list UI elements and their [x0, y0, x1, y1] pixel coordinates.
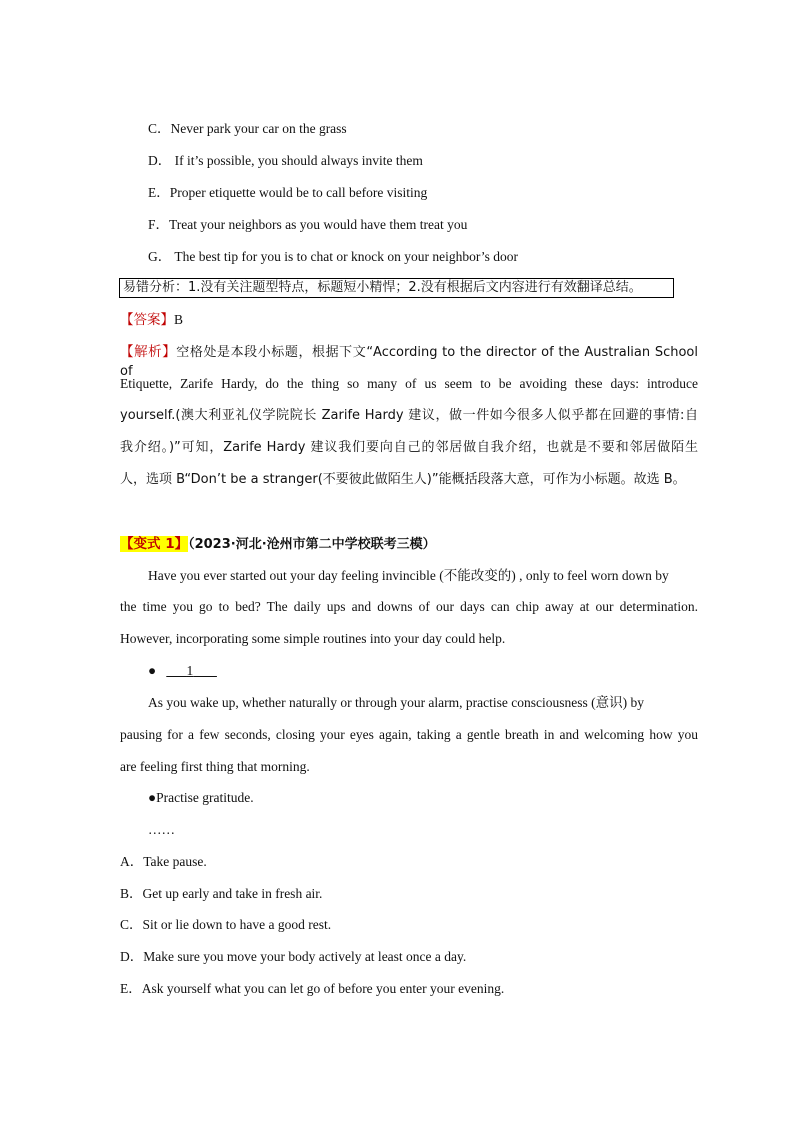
- passage-p1-line-3: However, incorporating some simple routines into your day could help.: [120, 631, 506, 646]
- option-d-bottom: D．Make sure you move your body actively at least once a day.: [120, 949, 467, 964]
- analysis-label: 【解析】: [120, 344, 177, 360]
- analysis-line-5: 人，选项 B“Don’t be a stranger(不要彼此做陌生人)”能概括段落大意，可作为小标题。故选 B。: [120, 472, 686, 487]
- variant-heading: [120, 535, 436, 554]
- option-c-bottom: C．Sit or lie down to have a good rest.: [120, 917, 332, 932]
- passage-p1-line-1: Have you ever started out your day feeling invincible (不能改变的) , only to feel worn down by: [148, 568, 669, 583]
- passage-p1-line-2: the time you go to bed? The daily ups and downs of our days can chip away at our determination.: [120, 599, 698, 614]
- option-d: D． If it’s possible, you should always invite them: [148, 153, 423, 168]
- blank-1-number: 1: [186, 663, 194, 678]
- passage-p2-line-2: pausing for a few seconds, closing your eyes again, taking a gentle breath in and welcoming how you: [120, 727, 698, 742]
- option-g: G． The best tip for you is to chat or knock on your neighbor’s door: [148, 249, 518, 264]
- variant-tag: 【变式 1】: [120, 536, 189, 552]
- option-e-bottom: E．Ask yourself what you can let go of before you enter your evening.: [120, 981, 505, 996]
- answer-label: 【答案】: [120, 312, 174, 328]
- answer-value: B: [174, 312, 184, 327]
- analysis-line-2: Etiquette, Zarife Hardy, do the thing so many of us seem to be avoiding these days: introduce: [120, 376, 698, 391]
- error-analysis-box: 易错分析：1.没有关注题型特点，标题短小精悍；2.没有根据后文内容进行有效翻译总结。: [119, 278, 674, 298]
- analysis-line-4: 我介绍。)”可知，Zarife Hardy 建议我们要向自己的邻居做自我介绍，也就是不要和邻居做陌生: [120, 440, 698, 455]
- passage-p2-line-3: are feeling first thing that morning.: [120, 759, 310, 774]
- variant-source: （2023·河北·沧州市第二中学校联考三模）: [188, 537, 436, 552]
- option-f: F．Treat your neighbors as you would have them treat you: [148, 217, 468, 232]
- option-a: A．Take pause.: [120, 854, 207, 869]
- answer-line: [120, 311, 183, 329]
- option-b: B．Get up early and take in fresh air.: [120, 886, 323, 901]
- blank-1-line: [148, 662, 217, 680]
- ellipsis: ……: [148, 822, 175, 837]
- bullet-2-line: ●Practise gratitude.: [148, 790, 254, 805]
- option-e: E．Proper etiquette would be to call before visiting: [148, 185, 428, 200]
- passage-p2-line-1: As you wake up, whether naturally or through your alarm, practise consciousness (意识) by: [148, 695, 644, 710]
- bullet-1: ●: [148, 663, 157, 678]
- option-c: C．Never park your car on the grass: [148, 121, 347, 136]
- blank-1: [166, 662, 217, 680]
- analysis-line-3: yourself.(澳大利亚礼仪学院院长 Zarife Hardy 建议，做一件如今很多人似乎都在回避的事情:自: [120, 408, 698, 423]
- analysis-text-1: 空格处是本段小标题，根据下文“According to the director of the Australian School of: [120, 345, 698, 379]
